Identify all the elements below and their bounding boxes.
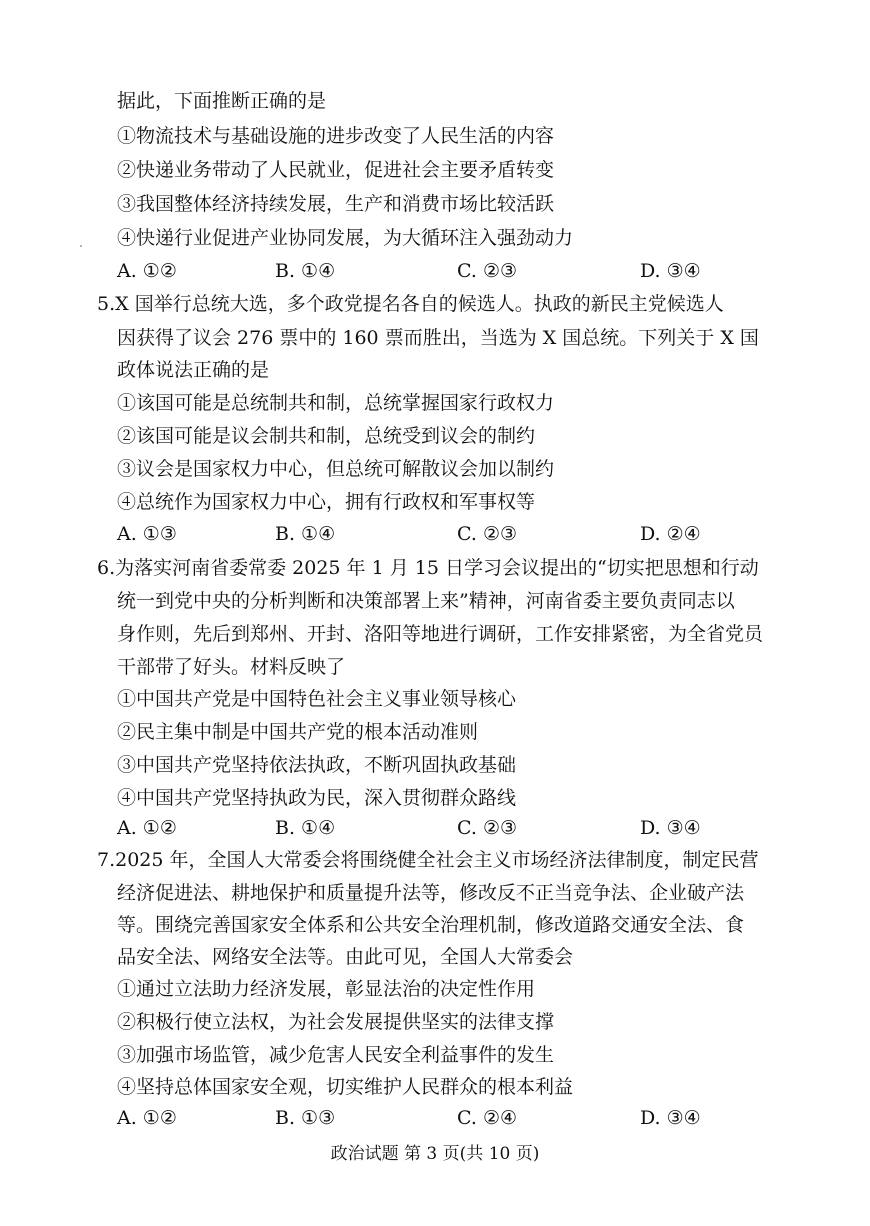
statement-2: ②该国可能是议会制共和制，总统受到议会的制约 xyxy=(117,425,536,447)
option-c: C. ②③ xyxy=(457,523,518,545)
option-c: C. ②④ xyxy=(457,1107,518,1129)
statement-1: ①该国可能是总统制共和制，总统掌握国家行政权力 xyxy=(117,392,555,414)
option-d: D. ②④ xyxy=(640,523,701,545)
option-b: B. ①④ xyxy=(275,817,336,839)
answer-options xyxy=(0,1105,870,1131)
question-stem-line-4: 干部带了好头。材料反映了 xyxy=(117,656,346,678)
statement-3: ③加强市场监管，减少危害人民安全利益事件的发生 xyxy=(117,1044,555,1066)
option-a: A. ①② xyxy=(117,1107,177,1129)
statement-3: ③议会是国家权力中心，但总统可解散议会加以制约 xyxy=(117,458,555,480)
question-stem-line-1: 5.X 国举行总统大选，多个政党提名各自的候选人。执政的新民主党候选人 xyxy=(97,293,724,315)
question-stem-line-2: 因获得了议会 276 票中的 160 票而胜出，当选为 X 国总统。下列关于 X 国 xyxy=(117,327,759,349)
question-stem-line-3: 等。围绕完善国家安全体系和公共安全治理机制，修改道路交通安全法、食 xyxy=(117,914,745,936)
option-d: D. ③④ xyxy=(640,1107,701,1129)
option-d: D. ③④ xyxy=(640,817,701,839)
statement-2: ②快递业务带动了人民就业，促进社会主要矛盾转变 xyxy=(117,159,555,181)
option-a: A. ①② xyxy=(117,260,177,282)
question-stem-line-1: 6.为落实河南省委常委 2025 年 1 月 15 日学习会议提出的“切实把思想和行动 xyxy=(97,557,759,579)
question-stem-line-1: 7.2025 年，全国人大常委会将围绕健全社会主义市场经济法律制度，制定民营 xyxy=(97,849,759,871)
option-b: B. ①④ xyxy=(275,260,336,282)
question-stem-line-2: 经济促进法、耕地保护和质量提升法等，修改反不正当竞争法、企业破产法 xyxy=(117,882,745,904)
option-a: A. ①③ xyxy=(117,523,177,545)
statement-3: ③我国整体经济持续发展，生产和消费市场比较活跃 xyxy=(117,193,555,215)
question-stem-line-2: 统一到党中央的分析判断和决策部署上来”精神，河南省委主要负责同志以 xyxy=(117,590,735,612)
question-stem-line-3: 身作则，先后到郑州、开封、洛阳等地进行调研，工作安排紧密，为全省党员 xyxy=(117,623,764,645)
question-stem: 据此，下面推断正确的是 xyxy=(117,90,327,112)
statement-4: ④快递行业促进产业协同发展，为大循环注入强劲动力 xyxy=(117,227,574,249)
statement-3: ③中国共产党坚持依法执政，不断巩固执政基础 xyxy=(117,754,517,776)
statement-1: ①通过立法助力经济发展，彰显法治的决定性作用 xyxy=(117,978,536,1000)
scan-speck xyxy=(80,245,82,247)
question-stem-line-3: 政体说法正确的是 xyxy=(117,359,270,381)
statement-1: ①物流技术与基础设施的进步改变了人民生活的内容 xyxy=(117,125,555,147)
option-b: B. ①③ xyxy=(275,1107,336,1129)
statement-4: ④总统作为国家权力中心，拥有行政权和军事权等 xyxy=(117,491,536,513)
option-a: A. ①② xyxy=(117,817,177,839)
statement-1: ①中国共产党是中国特色社会主义事业领导核心 xyxy=(117,688,517,710)
statement-4: ④中国共产党坚持执政为民，深入贯彻群众路线 xyxy=(117,787,517,809)
statement-2: ②民主集中制是中国共产党的根本活动准则 xyxy=(117,721,479,743)
option-c: C. ②③ xyxy=(457,817,518,839)
page-footer: 政治试题 第 3 页(共 10 页) xyxy=(330,1144,540,1164)
statement-4: ④坚持总体国家安全观，切实维护人民群众的根本利益 xyxy=(117,1076,574,1098)
answer-options xyxy=(0,815,870,841)
answer-options xyxy=(0,521,870,547)
option-d: D. ③④ xyxy=(640,260,701,282)
answer-options xyxy=(0,258,870,284)
option-b: B. ①④ xyxy=(275,523,336,545)
statement-2: ②积极行使立法权，为社会发展提供坚实的法律支撑 xyxy=(117,1011,555,1033)
option-c: C. ②③ xyxy=(457,260,518,282)
question-stem-line-4: 品安全法、网络安全法等。由此可见，全国人大常委会 xyxy=(117,946,574,968)
